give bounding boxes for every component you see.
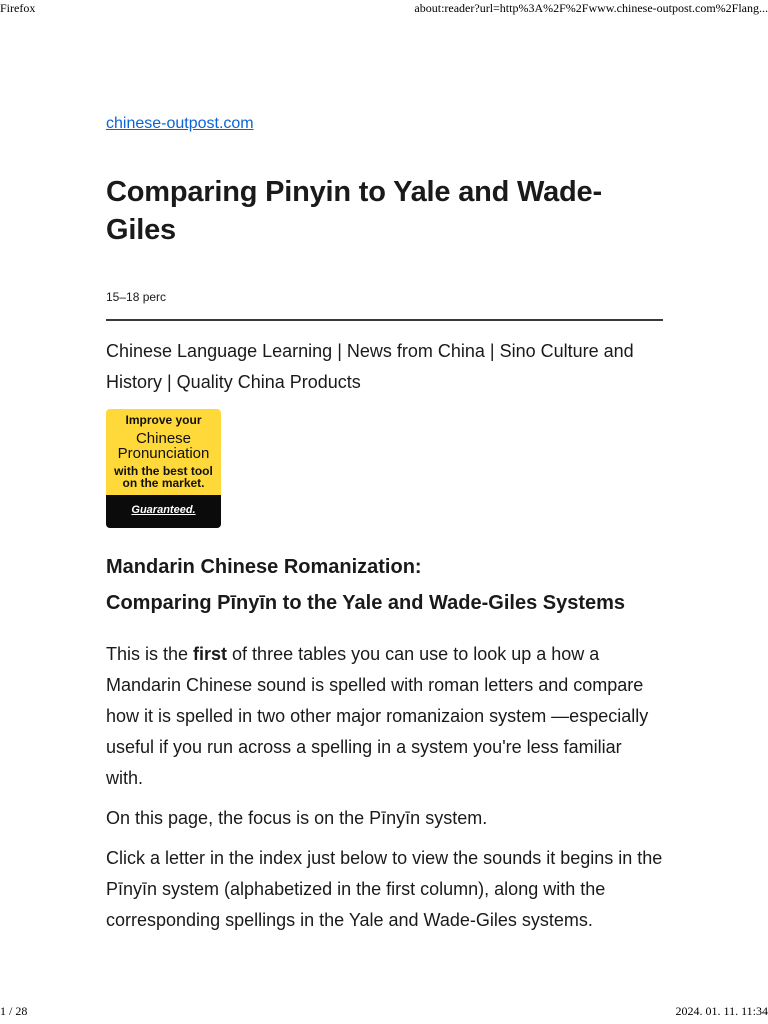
ad-line-1: Improve your xyxy=(125,413,202,427)
ad-line-2: Chinese xyxy=(135,430,192,447)
print-header-url: about:reader?url=http%3A%2F%2Fwww.chinese-outpost.com%2Flang... xyxy=(414,1,768,15)
print-header xyxy=(0,0,768,20)
focus-paragraph: On this page, the focus is on the Pīnyīn system. xyxy=(106,808,488,828)
print-datetime: 2024. 01. 11. 11:34 xyxy=(675,1004,768,1018)
ad-guarantee-strip xyxy=(106,495,221,528)
intro-emphasis: first xyxy=(193,644,228,664)
source-domain-link[interactable]: chinese-outpost.com xyxy=(106,115,254,132)
ad-line-4: with the best tool xyxy=(114,464,213,478)
ad-line-5: on the market. xyxy=(122,476,205,490)
section-heading-line-2: Comparing Pīnyīn to the Yale and Wade-Giles Systems xyxy=(106,591,626,614)
ad-guarantee-text: Guaranteed. xyxy=(131,504,196,516)
header-divider xyxy=(106,319,663,321)
section-heading-line-1: Mandarin Chinese Romanization: xyxy=(106,556,422,578)
intro-paragraph xyxy=(106,639,663,794)
ad-line-3: Pronunciation xyxy=(117,445,210,462)
site-tagline: Chinese Language Learning | News from China | Sino Culture and History | Quality China Products xyxy=(106,341,634,392)
pronunciation-ad-banner[interactable] xyxy=(106,409,221,528)
reading-time: 15–18 perc xyxy=(106,290,167,304)
print-header-app: Firefox xyxy=(0,1,36,15)
section-heading xyxy=(106,550,663,621)
print-footer xyxy=(0,1002,768,1024)
intro-text-rest: of three tables you can use to look up a how a Mandarin Chinese sound is spelled with roman letters and compare how it is spelled in two other major romanizaion system —especially useful if you run across a spelling in a system you're less familiar with. xyxy=(106,644,649,788)
article-title: Comparing Pinyin to Yale and Wade-Giles xyxy=(106,176,602,246)
reader-article xyxy=(106,112,663,936)
index-instructions-paragraph: Click a letter in the index just below to view the sounds it begins in the Pīnyīn system (alphabetized in the first column), along with the corresponding spellings in the Yale and Wade-Giles systems. xyxy=(106,848,663,930)
intro-text-start: This is the xyxy=(106,644,194,664)
page-counter: 1 / 28 xyxy=(0,1004,28,1018)
